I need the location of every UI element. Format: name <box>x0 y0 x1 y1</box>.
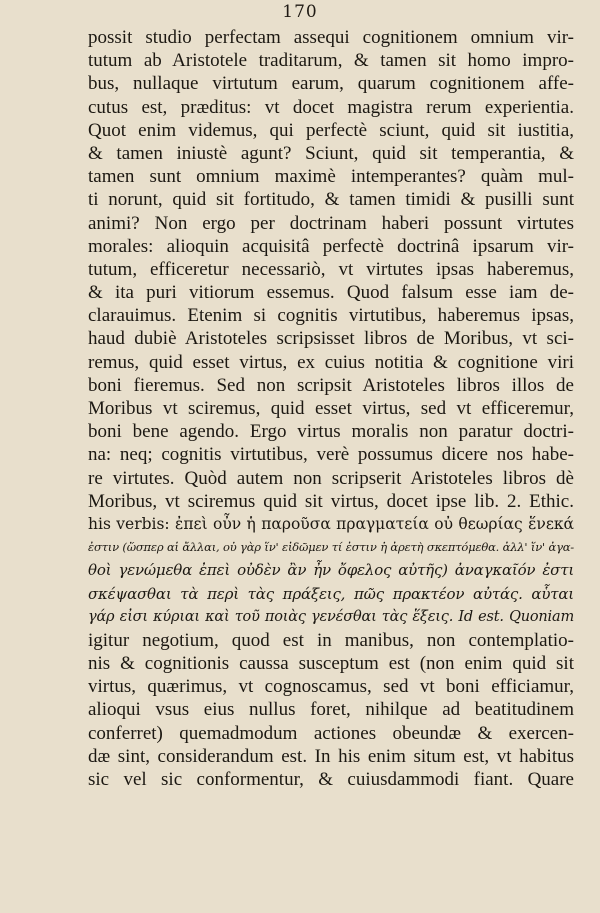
text-line: remus, quid esset virtus, ex cuius notitia & cognitione viri <box>88 351 574 373</box>
text-line: conferret) quemadmodum actiones obeundæ & exercen- <box>88 722 574 744</box>
greek-line: γάρ εἰσι κύριαι καὶ τοῦ ποιὰς γενέσθαι τὰς ἕξεις. Id est. Quoniam <box>88 608 574 625</box>
text-line: na: neq; cognitis virtutibus, verè possumus dicere nos habe- <box>88 444 574 466</box>
text-line: boni fieremus. Sed non scripsit Aristoteles libros illos de <box>88 374 574 396</box>
text-line: bus, nullaque virtutum earum, quarum cognitionem affe- <box>88 73 574 95</box>
text-line: ti norunt, quid sit fortitudo, & tamen timidi & pusilli sunt <box>88 189 574 211</box>
text-line: Moribus, vt sciremus quid sit virtus, docet ipse lib. 2. Ethic. <box>88 490 574 512</box>
text-line: & tamen iniustè agunt? Sciunt, quid sit temperantia, & <box>88 142 574 164</box>
text-line: tamen sunt omnium maximè intemperantes? quàm mul- <box>88 166 574 188</box>
text-line: cutus est, præditus: vt docet magistra rerum experientia. <box>88 96 574 118</box>
greek-line: σκέψασθαι τὰ περὶ τὰς πράξεις, πῶς πρακτέον αὐτάς. αὗται <box>88 584 574 603</box>
text-line: morales: alioquin acquisitâ perfectè doctrinâ ipsarum vir- <box>88 235 574 257</box>
text-line: animi? Non ergo per doctrinam haberi possunt virtutes <box>88 212 574 234</box>
text-line: virtus, quærimus, vt cognoscamus, sed vt boni efficiamur, <box>88 676 574 698</box>
text-line: clarauimus. Etenim si cognitis virtutibus, haberemus ipsas, <box>88 305 574 327</box>
text-line: nis & cognitionis caussa susceptum est (non enim quid sit <box>88 653 574 675</box>
body-text <box>88 26 574 791</box>
text-line: & ita puri vitiorum essemus. Quod falsum esse iam de- <box>88 282 574 304</box>
text-line: haud dubiè Aristoteles scripsisset libros de Moribus, vt sci- <box>88 328 574 350</box>
greek-line: ἐστιν (ὥσπερ αἱ ἄλλαι, οὐ γὰρ ἵν' εἰδῶμεν τί ἐστιν ἡ ἀρετὴ σκεπτόμεθα. ἀλλ' ἵν' ἀγα- <box>88 540 574 555</box>
text-line: re virtutes. Quòd autem non scripserit Aristoteles libros dè <box>88 467 574 489</box>
text-line: possit studio perfectam assequi cognitionem omnium vir- <box>88 27 574 48</box>
text-line: boni bene agendo. Ergo virtus moralis non paratur doctri- <box>88 421 574 443</box>
text-line-greek: his verbis: ἐπεὶ οὖν ἡ παροῦσα πραγματεία οὐ θεωρίας ἕνεκά <box>88 514 574 533</box>
greek-line: θοὶ γενώμεθα ἐπεὶ οὐδὲν ἂν ἦν ὄφελος αὐτῆς) ἀναγκαῖόν ἐστι <box>88 561 574 580</box>
text-line: tutum ab Aristotele traditarum, & tamen sit homo impro- <box>88 50 574 72</box>
text-line: igitur negotium, quod est in manibus, non contemplatio- <box>88 629 574 651</box>
page-number: 170 <box>282 2 318 22</box>
text-line: sic vel sic conformentur, & cuiusdammodi fiant. Quare <box>88 769 574 790</box>
text-line: tutum, efficeretur necessariò, vt virtutes ipsas haberemus, <box>88 258 574 280</box>
text-line: dæ sint, considerandum est. In his enim situm est, vt habitus <box>88 745 574 767</box>
text-line: Quot enim videmus, qui perfectè sciunt, quid sit iustitia, <box>88 119 574 141</box>
text-line: Moribus vt sciremus, quid esset virtus, sed vt efficeremur, <box>88 398 574 419</box>
text-line: alioqui vsus eius nullus foret, nihilque ad beatitudinem <box>88 699 574 721</box>
